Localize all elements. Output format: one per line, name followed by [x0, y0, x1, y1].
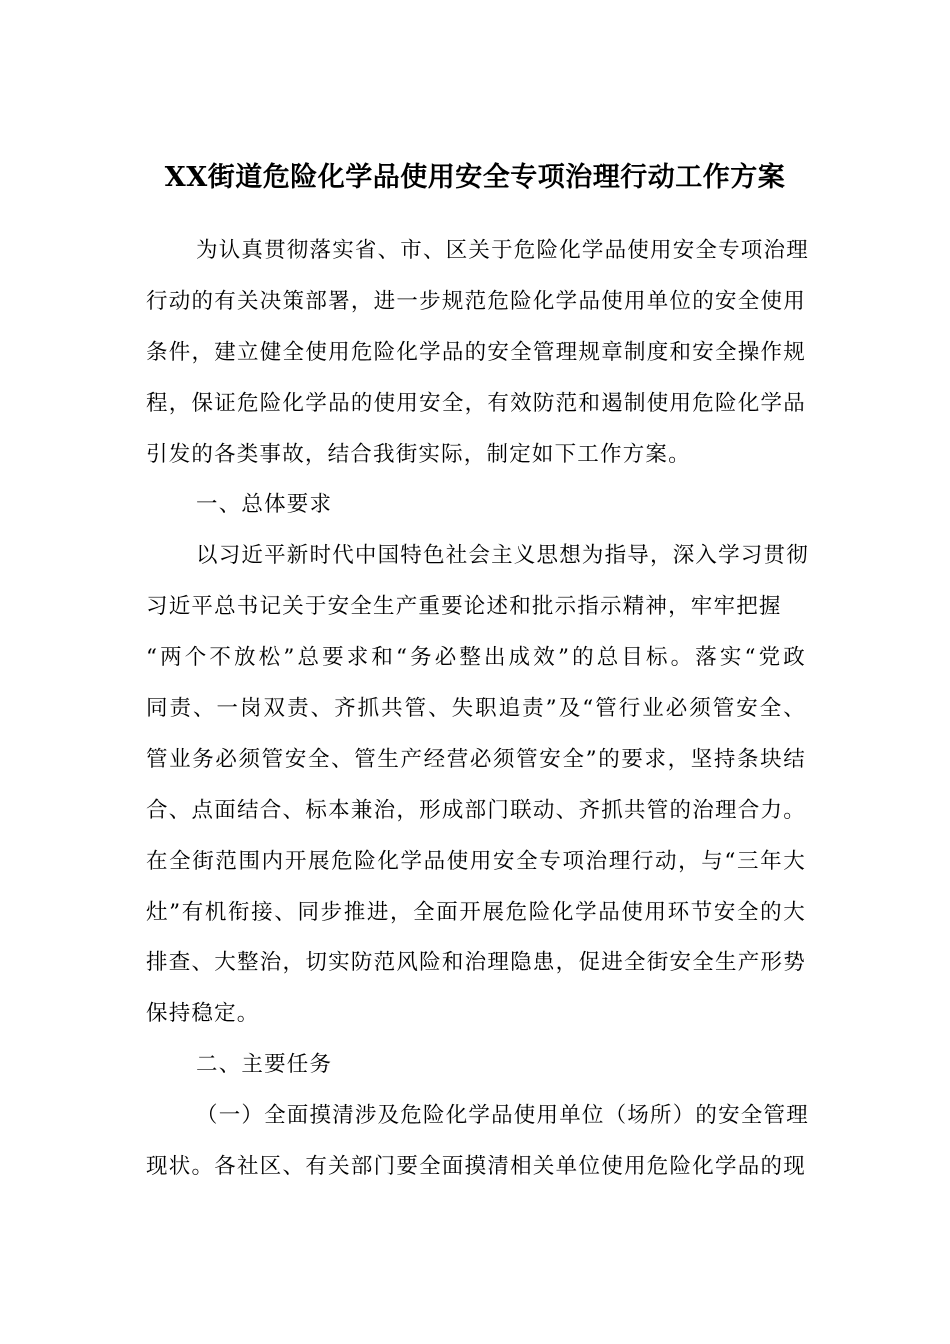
paragraph-2-line-8: 灶”有机衔接、同步推进，全面开展危险化学品使用环节安全的大 [146, 899, 806, 925]
paragraph-3-line-2: 现状。各社区、有关部门要全面摸清相关单位使用危险化学品的现 [146, 1154, 806, 1180]
paragraph-1-line-4: 程，保证危险化学品的使用安全，有效防范和遏制使用危险化学品 [146, 390, 806, 416]
paragraph-2-line-6: 合、点面结合、标本兼治，形成部门联动、齐抓共管的治理合力。 [146, 797, 806, 823]
paragraph-1-line-5: 引发的各类事故，结合我街实际，制定如下工作方案。 [146, 441, 691, 467]
paragraph-3-line-1: （一）全面摸清涉及危险化学品使用单位（场所）的安全管理 [196, 1103, 809, 1129]
document-body [146, 233, 809, 1200]
paragraph-2-line-1: 以习近平新时代中国特色社会主义思想为指导，深入学习贯彻 [196, 543, 809, 569]
document-title: XX街道危险化学品使用安全专项治理行动工作方案 [164, 162, 786, 193]
paragraph-2-line-2: 习近平总书记关于安全生产重要论述和批示指示精神，牢牢把握 [146, 594, 782, 620]
paragraph-2-line-4: 同责、一岗双责、齐抓共管、失职追责”及“管行业必须管安全、 [146, 696, 806, 722]
section-heading-2: 二、主要任务 [196, 1052, 333, 1078]
paragraph-2-line-5: 管业务必须管安全、管生产经营必须管安全”的要求，坚持条块结 [146, 746, 806, 772]
paragraph-2-line-7: 在全街范围内开展危险化学品使用安全专项治理行动，与“三年大 [146, 848, 806, 874]
paragraph-2-line-10: 保持稳定。 [146, 1001, 260, 1027]
paragraph-1-line-2: 行动的有关决策部署，进一步规范危险化学品使用单位的安全使用 [146, 288, 806, 314]
paragraph-1-line-1: 为认真贯彻落实省、市、区关于危险化学品使用安全专项治理 [196, 238, 809, 263]
paragraph-2-line-9: 排查、大整治，切实防范风险和治理隐患，促进全街安全生产形势 [146, 950, 806, 976]
section-heading-1: 一、总体要求 [196, 492, 333, 518]
paragraph-1-line-3: 条件，建立健全使用危险化学品的安全管理规章制度和安全操作规 [146, 339, 806, 365]
paragraph-2-line-3: “两个不放松”总要求和“务必整出成效”的总目标。落实“党政 [146, 645, 806, 671]
